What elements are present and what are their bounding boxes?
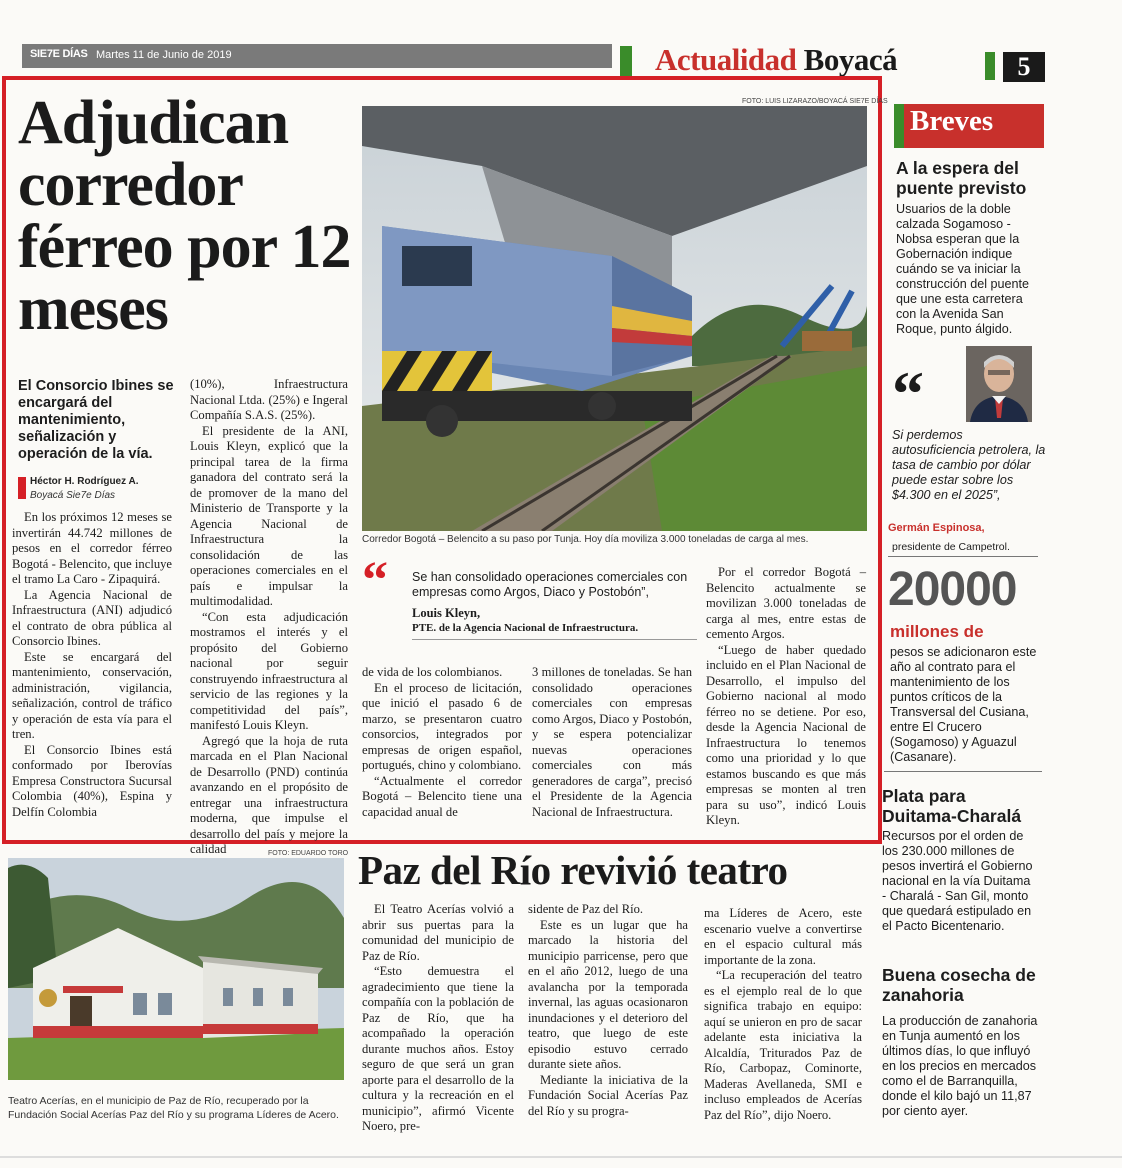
paragraph: sidente de Paz del Río. [528, 902, 644, 916]
side-quote-name: Germán Espinosa, [888, 522, 985, 534]
pull-quote-role: PTE. de la Agencia Nacional de Infraestructura. [412, 622, 639, 634]
theatre-photo [8, 858, 344, 1080]
byline-organization: Boyacá Sie7e Días [30, 490, 116, 501]
pull-quote-name: Louis Kleyn, [412, 606, 481, 620]
main-column-4 [532, 665, 692, 820]
brief-1-title: A la espera del puente previsto [896, 158, 1027, 198]
page-number: 5 [1003, 52, 1045, 82]
paragraph: (10%), Infraestructura Nacional Ltda. (25%) e Ingeral Compañía S.A.S. (25%). [190, 377, 348, 422]
portrait-photo [966, 346, 1032, 422]
paragraph: Este se encargará del mantenimiento, conservación, administración, vigilancia, señalización, control de tráfico y operación de esta vía para el tren. [12, 649, 172, 741]
newspaper-logo: SIE7E DÍAS [30, 48, 88, 60]
main-subhead: El Consorcio Ibines se encargará del mantenimiento, señalización y operación de la vía. [18, 378, 174, 462]
main-column-3 [362, 665, 522, 820]
issue-date: Martes 11 de Junio de 2019 [96, 49, 232, 61]
paragraph: de vida de los colombianos. [362, 665, 503, 679]
page-bottom-edge [0, 1156, 1122, 1158]
paragraph: En los próximos 12 meses se invertirán 44.742 millones de pesos en el corredor férreo Bogotá - Belencito, que incluye el tramo La Caro - Zipaquirá. [12, 510, 172, 586]
stat-number: 20000 [888, 563, 1017, 616]
paragraph: “Con esta adjudicación mostramos el interés y el propósito del Gobierno nacional por seguir construyendo infraestructura al servicio de las regiones y la competitividad del país”, manifestó Louis Kleyn. [190, 609, 348, 732]
paragraph: “La recuperación del teatro es el ejemplo real de lo que significa trabajo en equipo: aquí se unieron en pro de sacar adelante esta iniciativa la Alcaldía, Triturados Paz de Río, Carbopaz, Cominorte, Maderas Avellaneda, SMI e incluso empleados de Acerías Paz del Río”, dijo Noero. [704, 968, 862, 1122]
byline-author: Héctor H. Rodríguez A. [30, 476, 139, 487]
divider [888, 556, 1038, 557]
photo-credit: FOTO: LUIS LIZARAZO/BOYACÁ SIE7E DÍAS [742, 98, 888, 105]
paragraph: Este es un lugar que ha marcado la historia del municipio parricense, pero que en el año 2012, luego de una avalancha por la temporada invernal, las aguas ocasionaron inundaciones y el deterioro del teatro, que luego de este episodio estuvo cerrado durante siete años. [528, 917, 688, 1071]
second-column-1 [362, 902, 514, 1135]
paragraph: “Luego de haber quedado incluido en el Plan Nacional de Desarrollo, el impulso del Gobierno nacional al modo férreo no se detiene. Por eso, desde la Agencia Nacional de Infraestructura lo tenemos como una prioridad y lo que estamos buscando es que más empresas se monten al tren para su uso”, indicó Louis Kleyn. [706, 642, 866, 827]
breves-accent [894, 104, 904, 148]
page-number-accent [985, 52, 995, 80]
theatre-photo-illustration [8, 858, 344, 1080]
paragraph: El presidente de la ANI, Louis Kleyn, explicó que la principal tarea de la firma ganadora del contrato será la de promover de la mano del Ministerio de Transporte y la Agencia Nacional de Infraestructura la consolidación de las operaciones comerciales en el país e impulsar la multimodalidad. [190, 423, 348, 608]
byline-accent [18, 477, 26, 499]
paragraph: 3 millones de toneladas. Se han consolidado operaciones comerciales con empresas como Argos, Diaco y Postobón, y se espera potencializar nuevas operaciones comerciales con más generadores de carga”, precisó el Presidente de la Agencia Nacional de Infraestructura. [532, 665, 692, 819]
stat-unit: millones de [890, 622, 984, 641]
main-headline: Adjudican corredor férreo por 12 meses [18, 89, 351, 343]
main-column-5 [706, 565, 866, 829]
train-photo-illustration [362, 106, 867, 531]
photo-credit: FOTO: EDUARDO TORO [268, 850, 349, 857]
quote-mark-icon: “ [892, 358, 924, 429]
train-photo-caption: Corredor Bogotá – Belencito a su paso por Tunja. Hoy día moviliza 3.000 toneladas de carga al mes. [362, 534, 809, 545]
brief-2-title: Plata para Duitama-Charalá [882, 786, 1022, 826]
train-photo [362, 106, 867, 531]
second-column-3 [704, 906, 862, 1123]
paragraph: En el proceso de licitación, que inició el pasado 6 de marzo, se presentaron cuatro consorcios, integrados por empresas de origen español, portugués, chino y colombiano. [362, 680, 522, 772]
quote-mark-icon: “ [362, 552, 388, 609]
brief-3-title: Buena cosecha de zanahoria [882, 965, 1036, 1005]
paragraph: “Actualmente el corredor Bogotá – Belencito tiene una capacidad anual de [362, 773, 522, 819]
section-accent-bar [620, 46, 632, 78]
brief-3-text: La producción de zanahoria en Tunja aumentó en los últimos días, lo que influyó en los precios en mercados como el de Barranquilla, donde el kilo bajó un 11,87 por ciento ayer. [882, 1014, 1038, 1118]
pull-quote-text: Se han consolidado operaciones comerciales con empresas como Argos, Diaco y Postobón”, [412, 570, 688, 599]
side-quote-role: presidente de Campetrol. [892, 541, 1010, 553]
breves-title: Breves [910, 105, 994, 137]
paragraph: La Agencia Nacional de Infraestructura (ANI) adjudicó el contrato de obra pública al Consorcio Ibines. [12, 587, 172, 648]
section-title-black: Boyacá [803, 42, 898, 77]
side-quote-text: Si perdemos autosuficiencia petrolera, la tasa de cambio por dólar puede estar sobre los $4.300 en el 2025”, [892, 428, 1046, 502]
paragraph: El Teatro Acerías volvió a abrir sus puertas para la comunidad del municipio de Paz de Río. [362, 902, 514, 963]
second-headline: Paz del Río revivió teatro [358, 847, 788, 893]
second-column-2 [528, 902, 688, 1119]
main-column-1 [12, 510, 172, 820]
paragraph: “Esto demuestra el agradecimiento que tiene la compañía con la población de Paz de Río, que ha acompañado la operación durante muchos años. Estoy seguro de que será un gran aporte para el desarrollo de la cultura y la recreación en el municipio”, afirmó Vicente Noero, pre- [362, 964, 514, 1133]
paragraph: ma Líderes de Acero, este escenario vuelve a convertirse en el espacio cultural más importante de la zona. [704, 906, 862, 967]
divider [412, 639, 697, 640]
portrait-illustration [966, 346, 1032, 422]
theatre-photo-caption: Teatro Acerías, en el municipio de Paz de Río, recuperado por la Fundación Social Acerías Paz del Río y su programa Líderes de Acero. [8, 1095, 339, 1121]
paragraph: Mediante la iniciativa de la Fundación Social Acerías Paz del Río y su progra- [528, 1072, 688, 1118]
stat-text: pesos se adicionaron este año al contrato para el mantenimiento de los puntos críticos de la Transversal del Cusiana, entre El Crucero (Sogamoso) y Aguazul (Casanare). [890, 645, 1037, 764]
paragraph: Por el corredor Bogotá – Belencito actualmente se movilizan 3.000 toneladas de carga al mes, entre estas de cemento Argos. [706, 565, 866, 641]
divider [884, 771, 1042, 772]
brief-2-text: Recursos por el orden de los 230.000 millones de pesos invertirá el Gobierno nacional en la vía Duitama - Charalá - San Gil, monto que quedará estipulado en el Pacto Bicentenario. [882, 829, 1033, 933]
main-column-2 [190, 377, 348, 858]
brief-1-text: Usuarios de la doble calzada Sogamoso - Nobsa esperan que la Gobernación indique cuándo se va iniciar la construcción del puente que une esta carretera con la Avenida San Roque, punto álgido. [896, 202, 1030, 336]
paragraph: El Consorcio Ibines está conformado por Iberovías Empresa Constructora Sucursal Colombia (40%), Espina y Delfín Colombia [12, 742, 172, 819]
masthead-bar [22, 44, 612, 68]
paragraph: Agregó que la hoja de ruta marcada en el Plan Nacional de Desarrollo (PND) continúa avanzando en el propósito de entregar una infraestructura moderna, que impulse el desarrollo del país y mejore la calidad [190, 733, 348, 856]
section-title-red: Actualidad [655, 42, 797, 77]
section-title [655, 42, 897, 78]
